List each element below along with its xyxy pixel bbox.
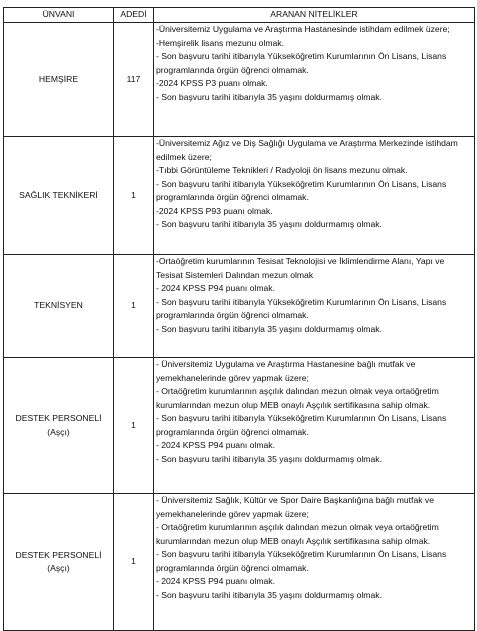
requirement-line: -Üniversitemiz Uygulama ve Araştırma Hastanesinde istihdam edilmek üzere;	[156, 24, 450, 34]
position-title-cell	[4, 358, 114, 494]
requirement-line: edilmek üzere;	[156, 151, 212, 162]
requirement-line: - Son başvuru tarihi itibarıyla 35 yaşını doldurmamış olmak.	[156, 91, 382, 102]
requirement-line: - Üniversitemiz Uygulama ve Araştırma Hastanesine bağlı mutfak ve	[156, 359, 416, 369]
requirement-line: programlarında örgün öğrenci olmamak.	[156, 310, 309, 320]
requirement-line: - Son başvuru tarihi itibarıyla 35 yaşını doldurmamış olmak.	[156, 323, 382, 334]
position-count: 1	[114, 255, 154, 358]
position-count: 117	[114, 23, 154, 137]
requirement-line: - 2024 KPSS P94 puanı olmak.	[156, 576, 275, 586]
requirement-line: - Son başvuru tarihi itibarıyla 35 yaşını doldurmamış olmak.	[156, 453, 382, 464]
requirement-line: - 2024 KPSS P94 puanı olmak.	[156, 283, 275, 293]
requirements-cell	[154, 358, 475, 494]
requirement-line: -Hemşirelik lisans mezunu olmak.	[156, 37, 284, 48]
requirement-line: - Son başvuru tarihi itibarıyla Yükseköğretim Kurumlarının Ön Lisans, Lisans	[156, 178, 447, 189]
position-count: 1	[114, 358, 154, 494]
position-title: DESTEK PERSONELİ	[15, 549, 102, 560]
position-title: SAĞLIK TEKNİKERİ	[19, 189, 98, 200]
position-title: (Aşçı)	[47, 563, 70, 573]
requirement-line: -Üniversitemiz Ağız ve Diş Sağlığı Uygulama ve Araştırma Merkezinde istihdam	[156, 138, 458, 148]
qualifications-table	[3, 7, 475, 631]
position-title-cell	[4, 255, 114, 358]
table-row	[4, 494, 475, 631]
requirements-cell	[154, 255, 475, 358]
requirements-cell	[154, 494, 475, 631]
position-title: TEKNİSYEN	[34, 300, 83, 311]
requirement-line: programlarında örgün öğrenci olmamak.	[156, 562, 309, 573]
position-title: (Aşçı)	[47, 426, 70, 437]
table-header-row	[4, 8, 475, 23]
requirement-line: - Ortaöğretim kurumlarının aşçılık dalından mezun olmak veya ortaöğretim	[156, 386, 439, 396]
requirements-cell	[154, 137, 475, 255]
column-header-unvan: ÜNVANI	[4, 8, 114, 23]
position-title-cell	[4, 23, 114, 137]
requirement-line: - Son başvuru tarihi itibarıyla Yükseköğretim Kurumlarının Ön Lisans, Lisans	[156, 413, 447, 423]
table-body	[4, 23, 475, 631]
requirement-line: - Üniversitemiz Sağlık, Kültür ve Spor Daire Başkanlığına bağlı mutfak ve	[156, 495, 434, 505]
requirement-line: kurumlarından mezun olup MEB onaylı Aşçılık sertifikasına sahip olmak.	[156, 535, 431, 546]
requirement-line: -Tıbbi Görüntüleme Teknikleri / Radyoloji ön lisans mezunu olmak.	[156, 165, 408, 175]
requirement-line: - Son başvuru tarihi itibarıyla Yükseköğretim Kurumlarının Ön Lisans, Lisans	[156, 296, 447, 307]
table-row	[4, 358, 475, 494]
requirement-line: -2024 KPSS P93 puanı olmak.	[156, 205, 273, 216]
requirement-line: - Ortaöğretim kurumlarının aşçılık dalından mezun olmak veya ortaöğretim	[156, 522, 439, 532]
requirement-line: - Son başvuru tarihi itibarıyla 35 yaşını doldurmamış olmak.	[156, 219, 382, 229]
table-row	[4, 23, 475, 137]
requirement-line: programlarında örgün öğrenci olmamak.	[156, 426, 309, 437]
requirement-line: - Son başvuru tarihi itibarıyla Yükseköğretim Kurumlarının Ön Lisans, Lisans	[156, 549, 447, 559]
requirement-line: programlarında örgün öğrenci olmamak.	[156, 192, 309, 202]
position-title: DESTEK PERSONELİ	[15, 413, 102, 423]
position-count: 1	[114, 137, 154, 255]
requirement-line: kurumlarından mezun olup MEB onaylı Aşçılık sertifikasına sahip olmak.	[156, 399, 431, 410]
requirement-line: -Ortaöğretim kurumlarının Tesisat Teknolojisi ve İklimlendirme Alanı, Yapı ve	[156, 256, 445, 266]
requirement-line: - Son başvuru tarihi itibarıyla 35 yaşını doldurmamış olmak.	[156, 589, 382, 600]
requirement-line: Tesisat Sistemleri Dalından mezun olmak	[156, 269, 314, 280]
table-row	[4, 137, 475, 255]
requirement-line: yemekhanelerinde görev yapmak üzere;	[156, 372, 309, 383]
requirement-line: yemekhanelerinde görev yapmak üzere;	[156, 508, 309, 519]
requirement-line: -2024 KPSS P3 puanı olmak.	[156, 78, 268, 88]
requirements-cell	[154, 23, 475, 137]
table-row	[4, 255, 475, 358]
column-header-nitelikler: ARANAN NİTELİKLER	[154, 8, 475, 23]
column-header-adet: ADEDİ	[114, 8, 154, 23]
requirement-line: - Son başvuru tarihi itibarıyla Yükseköğretim Kurumlarının Ön Lisans, Lisans	[156, 51, 447, 61]
position-count: 1	[114, 494, 154, 631]
requirement-line: - 2024 KPSS P94 puanı olmak.	[156, 440, 275, 450]
requirement-line: programlarında örgün öğrenci olmamak.	[156, 64, 309, 75]
position-title: HEMŞİRE	[38, 73, 79, 84]
position-title-cell	[4, 494, 114, 631]
position-title-cell	[4, 137, 114, 255]
